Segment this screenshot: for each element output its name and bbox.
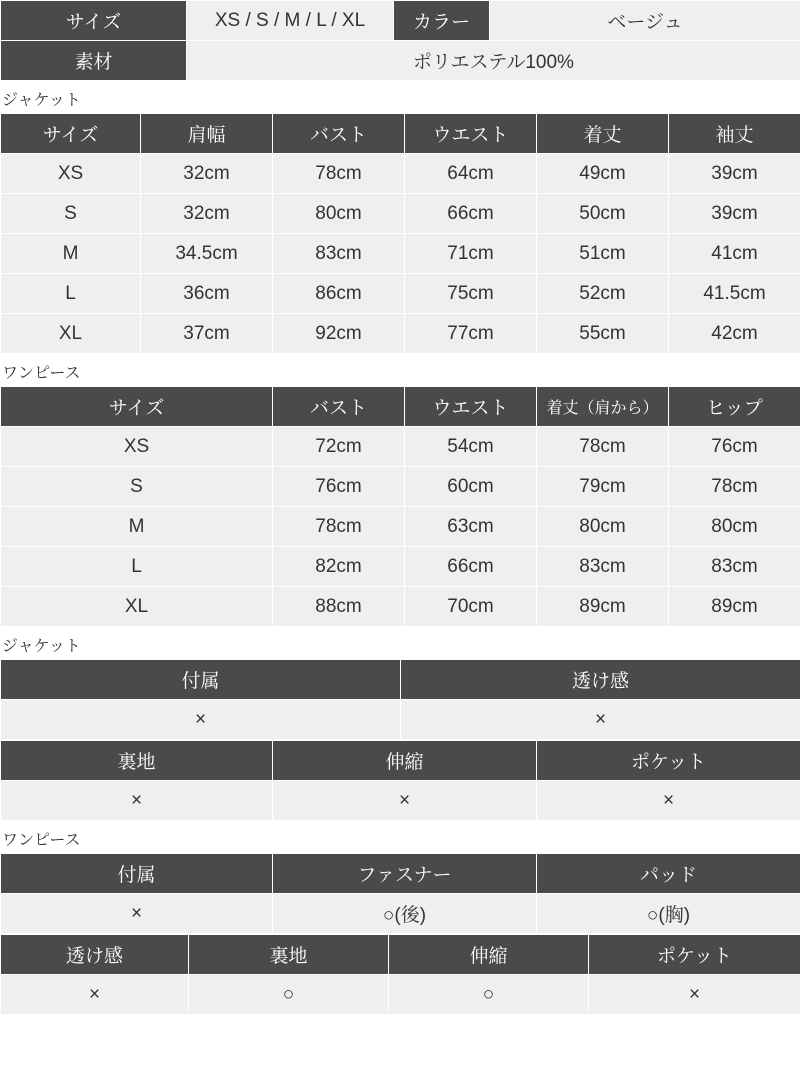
table-cell: 83cm (273, 234, 405, 274)
column-header: 袖丈 (669, 114, 800, 154)
table-cell: L (1, 547, 273, 587)
table-row (1, 894, 800, 934)
table-cell: ○(後) (273, 894, 537, 934)
table-cell: XL (1, 314, 141, 354)
table-cell: 70cm (405, 587, 537, 627)
table-cell: 78cm (273, 154, 405, 194)
column-header: ウエスト (405, 114, 537, 154)
table-cell: 32cm (141, 194, 273, 234)
table-header-row (1, 387, 800, 427)
table-cell: 89cm (669, 587, 800, 627)
column-header: ヒップ (669, 387, 800, 427)
table-row (1, 781, 800, 821)
table-cell: × (1, 781, 273, 821)
table-cell: M (1, 507, 273, 547)
table-cell: 50cm (537, 194, 669, 234)
table-row (1, 154, 800, 194)
table-cell: × (273, 781, 537, 821)
column-header: 透け感 (401, 660, 800, 700)
table-cell: L (1, 274, 141, 314)
table-cell: 60cm (405, 467, 537, 507)
table-cell: 80cm (669, 507, 800, 547)
column-header: 肩幅 (141, 114, 273, 154)
table-cell: 71cm (405, 234, 537, 274)
table-row (1, 194, 800, 234)
spec-color-header: カラー (394, 1, 490, 41)
table-cell: M (1, 234, 141, 274)
table-cell: 36cm (141, 274, 273, 314)
column-header: 付属 (1, 854, 273, 894)
table-cell: 64cm (405, 154, 537, 194)
table-cell: 41cm (669, 234, 800, 274)
table-header-row (1, 660, 800, 700)
table-cell: ○(胸) (537, 894, 800, 934)
column-header: パッド (537, 854, 800, 894)
table-cell: ○ (189, 975, 389, 1015)
column-header: バスト (273, 387, 405, 427)
table-cell: 78cm (273, 507, 405, 547)
onepiece-size-label: ワンピース (2, 365, 81, 382)
table-row (1, 314, 800, 354)
table-cell: 78cm (537, 427, 669, 467)
table-cell: 42cm (669, 314, 800, 354)
table-cell: 39cm (669, 154, 800, 194)
spec-size-header: サイズ (1, 1, 187, 41)
jacket-size-label: ジャケット (2, 92, 81, 109)
spec-size-value: XS / S / M / L / XL (187, 1, 394, 41)
column-header: バスト (273, 114, 405, 154)
spec-material-header: 素材 (1, 41, 187, 81)
column-header: 透け感 (1, 935, 189, 975)
table-cell: 77cm (405, 314, 537, 354)
column-header: 着丈（肩から） (537, 387, 669, 427)
table-cell: ○ (389, 975, 589, 1015)
table-row (1, 427, 800, 467)
table-cell: 32cm (141, 154, 273, 194)
table-row (1, 700, 800, 740)
column-header: 伸縮 (389, 935, 589, 975)
table-row (1, 507, 800, 547)
jacket-detail-table (0, 659, 800, 740)
table-row (1, 467, 800, 507)
table-cell: 66cm (405, 194, 537, 234)
table-cell: 63cm (405, 507, 537, 547)
table-cell: × (1, 894, 273, 934)
table-cell: 76cm (669, 427, 800, 467)
table-cell: XS (1, 154, 141, 194)
column-header: ウエスト (405, 387, 537, 427)
column-header: サイズ (1, 387, 273, 427)
table-cell: 54cm (405, 427, 537, 467)
table-cell: S (1, 194, 141, 234)
table-cell: 80cm (537, 507, 669, 547)
table-row (1, 547, 800, 587)
table-cell: 41.5cm (669, 274, 800, 314)
onepiece-detail-table (0, 853, 800, 934)
table-cell: 79cm (537, 467, 669, 507)
table-header-row (1, 854, 800, 894)
table-cell: 82cm (273, 547, 405, 587)
table-row (1, 587, 800, 627)
table-header-row (1, 114, 800, 154)
column-header: 裏地 (1, 741, 273, 781)
table-cell: 76cm (273, 467, 405, 507)
table-cell: × (537, 781, 800, 821)
table-cell: × (589, 975, 800, 1015)
jacket-detail-label: ジャケット (2, 638, 81, 655)
column-header: ファスナー (273, 854, 537, 894)
table-row (1, 1, 800, 41)
table-cell: 83cm (537, 547, 669, 587)
table-cell: 39cm (669, 194, 800, 234)
column-header: 伸縮 (273, 741, 537, 781)
table-cell: 72cm (273, 427, 405, 467)
table-row (1, 975, 800, 1015)
jacket-detail-table-2 (0, 740, 800, 821)
column-header: 付属 (1, 660, 401, 700)
table-row (1, 274, 800, 314)
column-header: 着丈 (537, 114, 669, 154)
table-cell: × (1, 975, 189, 1015)
table-row (1, 234, 800, 274)
onepiece-size-table (0, 386, 800, 627)
table-cell: × (1, 700, 401, 740)
table-cell: 92cm (273, 314, 405, 354)
table-cell: 80cm (273, 194, 405, 234)
table-cell: 89cm (537, 587, 669, 627)
table-cell: XS (1, 427, 273, 467)
table-header-row (1, 741, 800, 781)
table-cell: 51cm (537, 234, 669, 274)
table-cell: XL (1, 587, 273, 627)
table-cell: 86cm (273, 274, 405, 314)
spec-color-value: ベージュ (490, 1, 800, 41)
table-cell: 49cm (537, 154, 669, 194)
table-cell: 88cm (273, 587, 405, 627)
table-cell: 78cm (669, 467, 800, 507)
table-cell: 37cm (141, 314, 273, 354)
table-cell: × (401, 700, 800, 740)
table-header-row (1, 935, 800, 975)
table-cell: 55cm (537, 314, 669, 354)
table-cell: S (1, 467, 273, 507)
column-header: サイズ (1, 114, 141, 154)
table-cell: 66cm (405, 547, 537, 587)
table-cell: 83cm (669, 547, 800, 587)
spec-table (0, 0, 800, 81)
spec-material-value: ポリエステル100% (187, 41, 800, 81)
table-row (1, 41, 800, 81)
onepiece-detail-table-2 (0, 934, 800, 1015)
table-cell: 34.5cm (141, 234, 273, 274)
jacket-size-table (0, 113, 800, 354)
onepiece-detail-label: ワンピース (2, 832, 81, 849)
column-header: ポケット (589, 935, 800, 975)
table-cell: 52cm (537, 274, 669, 314)
column-header: 裏地 (189, 935, 389, 975)
table-cell: 75cm (405, 274, 537, 314)
column-header: ポケット (537, 741, 800, 781)
